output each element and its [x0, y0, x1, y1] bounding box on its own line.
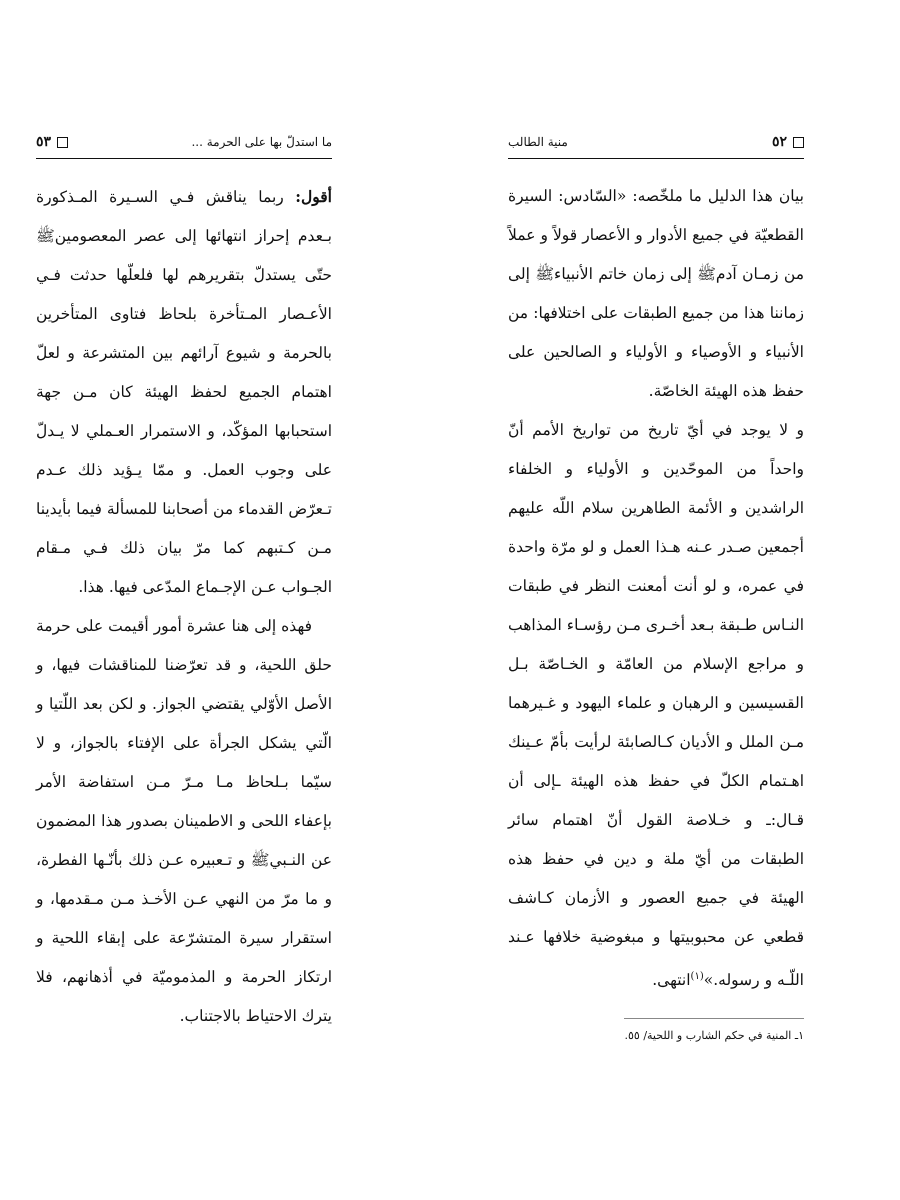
page-number-53	[36, 134, 68, 150]
paragraph-1: بيان هذا الدليل ما ملخّصه: «السّادس: السيرة القطعيّة في جميع الأدوار و الأعصار قولاً و عملاً من زمـان آدمﷺ إلى زمان خاتم الأنبياءﷺ إلى زماننا هذا من جميع الطبقات على اختلافها: من الأنبياء و الأوصياء و الأولياء و الصالحين على حفظ هذه الهيئة الخاصّة.	[508, 187, 804, 400]
body-text	[36, 177, 332, 1036]
paragraph-2: فهذه إلى هنا عشرة أمور أقيمت على حرمة حلق اللحية، و قد تعرّضنا للمناقشات فيها، و الأصل الأوّلي يقتضي الجواز. و لكن بعد اللّتيا و الّتي يشكل الجرأة على الإفتاء بالجواز، و لا سيّما بـلحاظ مـا مـرّ مـن استفاضة الأمر بإعفاء اللحى و الاطمينان بصدور هذا المضمون عن النـبيﷺ و تـعبيره عـن ذلك بأنّـها الفطرة، و ما مرّ من النهي عـن الأخـذ مـن مـقدمها، و استقرار سيرة المتشرّعة على إبقاء اللحية و ارتكاز الحرمة و المذموميّة في أذهانهم، فلا يترك الاحتياط بالاجتناب.	[36, 617, 332, 1025]
left-page	[36, 128, 332, 1036]
footnote-marker: (١)	[690, 971, 704, 982]
paragraph-2	[508, 411, 804, 1000]
running-title: ما استدلّ بها على الحرمة ...	[191, 135, 332, 149]
paragraph-label: أقول:	[295, 187, 332, 206]
page-number-text: ٥٣	[36, 134, 52, 150]
body-text	[508, 177, 804, 1000]
paragraph-1-text: ربما يناقش فـي السـيرة المـذكورة بـعدم إحراز انتهائها إلى عصر المعصومينﷺ حتّى يستدلّ بتقريرهم لها فلعلّها حدثت فـي الأعـصار المـتأخرة بلحاظ فتاوى المتأخرين بالحرمة و شيوع آرائهم بين المتشرعة و لعلّ اهتمام الجميع لحفظ الهيئة كان مـن جهة استحبابها المؤكّد، و الاستمرار العـملي لا يـدلّ على وجوب العمل. و ممّا يـؤيد ذلك عـدم تـعرّض القدماء من أصحابنا للمسألة فيما بأيدينا مـن كـتبهم كما مرّ بيان ذلك فـي مـقام الجـواب عـن الإجـماع المدّعى فيها. هذا.	[36, 188, 332, 596]
page-header	[36, 128, 332, 159]
page-number-52	[772, 134, 804, 150]
paragraph-2-text: و لا يوجد في أيّ تاريخ من تواريخ الأمم أنّ واحداً من الموحّدين و الأولياء و الخلفاء الراشدين و الأئمة الطاهرين سلام اللّه عليهم أجمعين صـدر عـنه هـذا العمل و لو مرّة واحدة في عمره، و لو أنت أمعنت النظر في طبقات النـاس طـبقة بـعد أخـرى مـن رؤسـاء المذاهب و مراجع الإسلام من العامّة و الخـاصّة بـل القسيسين و الرهبان و علماء اليهود و غـيرهما مـن الملل و الأديان كـالصابئة لرأيت بأمّ عـينك اهـتمام الكلّ في حفظ هذه الهيئة ـإلى أن قـال:ـ و خـلاصة القول أنّ اهتمام سائر الطبقات من أيّ ملة و دين في حفظ هذه الهيئة في جميع العصور و الأزمان كـاشف قطعي عن محبوبيتها و مبغوضية خلافها عـند اللّـه و رسوله.»	[508, 421, 804, 990]
page-header	[508, 128, 804, 159]
paragraph-1	[36, 177, 332, 607]
square-icon	[793, 137, 804, 148]
running-title: منية الطالب	[508, 135, 568, 149]
footnote-divider	[624, 1018, 804, 1019]
paragraph-2-end: انتهى.	[652, 971, 691, 990]
square-icon	[57, 137, 68, 148]
footnote: ١ـ المنية في حكم الشارب و اللحية/ ٥٥.	[624, 1029, 804, 1043]
page-number-text: ٥٢	[771, 134, 787, 150]
right-page	[508, 128, 804, 1042]
